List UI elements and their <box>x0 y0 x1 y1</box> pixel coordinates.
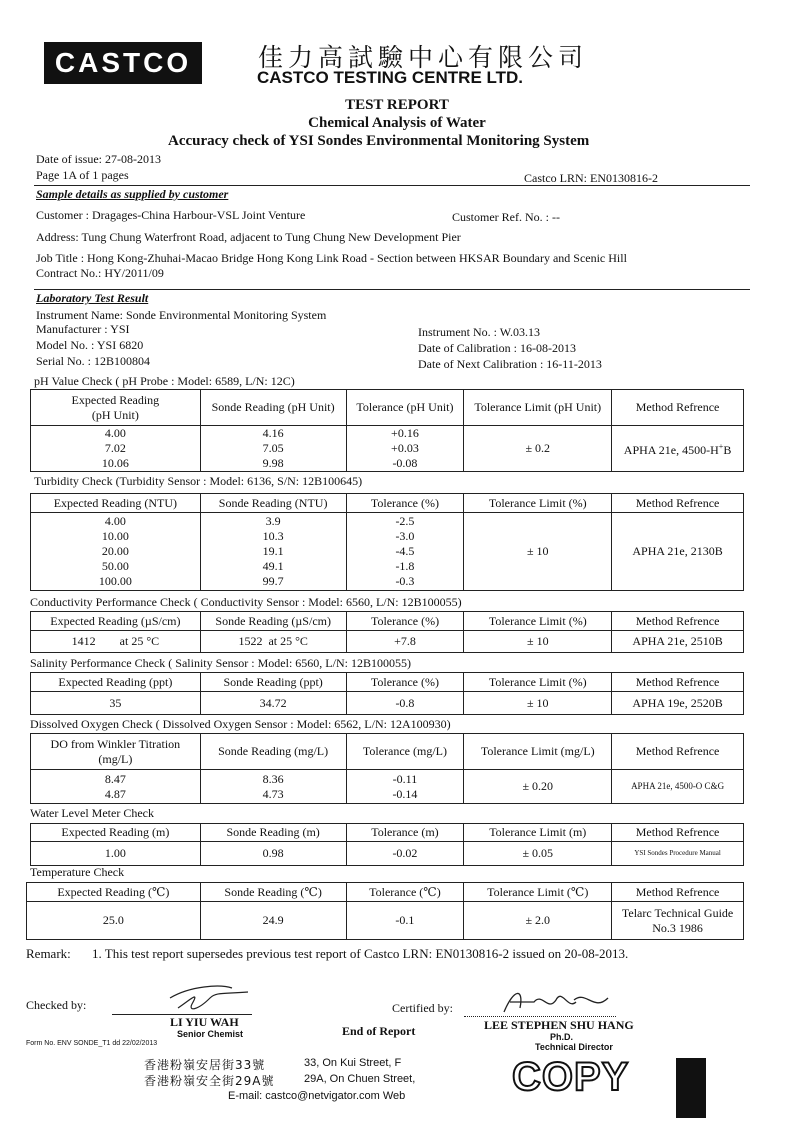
ph-sonde-values: 4.16 7.05 9.98 <box>200 426 346 472</box>
copy-stamp: COPY <box>512 1055 630 1099</box>
report-subtitle: Chemical Analysis of Water <box>308 115 486 131</box>
do-expected-values: 8.47 4.87 <box>31 770 201 804</box>
divider <box>34 289 750 290</box>
address-english-2: 29A, On Chuen Street, <box>304 1073 416 1085</box>
date-of-next-calibration: Date of Next Calibration : 16-11-2013 <box>418 357 602 371</box>
ph-header-sonde: Sonde Reading (pH Unit) <box>200 390 346 426</box>
model-no: Model No. : YSI 6820 <box>36 338 144 352</box>
temperature-tolerance: -0.1 <box>346 902 464 940</box>
water-level-sonde: 0.98 <box>200 842 346 866</box>
instrument-name: Instrument Name: Sonde Environmental Monitoring System <box>36 308 327 322</box>
contract-no: Contract No.: HY/2011/09 <box>36 266 164 280</box>
conductivity-header-expected: Expected Reading (µS/cm) <box>31 612 201 631</box>
water-level-method: YSI Sondes Procedure Manual <box>612 842 744 866</box>
temperature-sonde: 24.9 <box>200 902 346 940</box>
ph-check-caption: pH Value Check ( pH Probe : Model: 6589, L/N: 12C) <box>34 374 295 388</box>
certifier-signature-line <box>464 1016 616 1017</box>
temperature-header-tolerance: Tolerance (℃) <box>346 883 464 902</box>
customer-ref: Customer Ref. No. : -- <box>452 210 560 224</box>
do-header-method: Method Refrence <box>612 734 744 770</box>
ph-expected-values: 4.00 7.02 10.06 <box>31 426 201 472</box>
date-of-calibration: Date of Calibration : 16-08-2013 <box>418 341 576 355</box>
water-level-header-expected: Expected Reading (m) <box>31 824 201 842</box>
salinity-method: APHA 19e, 2520B <box>612 692 744 715</box>
do-check-caption: Dissolved Oxygen Check ( Dissolved Oxygen Sensor : Model: 6562, L/N: 12A100930) <box>30 717 451 731</box>
turbidity-table <box>30 493 744 591</box>
conductivity-tolerance: +7.8 <box>346 631 464 653</box>
temperature-header-limit: Tolerance Limit (℃) <box>464 883 612 902</box>
salinity-header-sonde: Sonde Reading (ppt) <box>200 673 346 692</box>
address: Address: Tung Chung Waterfront Road, adjacent to Tung Chung New Development Pier <box>36 230 461 244</box>
water-level-header-tolerance: Tolerance (m) <box>346 824 464 842</box>
ph-header-limit: Tolerance Limit (pH Unit) <box>464 390 612 426</box>
salinity-tolerance: -0.8 <box>346 692 464 715</box>
ph-table <box>30 389 744 472</box>
remark-text: 1. This test report supersedes previous test report of Castco LRN: EN0130816-2 issued on 20-08-2013. <box>92 946 629 961</box>
turbidity-header-expected: Expected Reading (NTU) <box>31 494 201 513</box>
water-level-tolerance: -0.02 <box>346 842 464 866</box>
temperature-check-caption: Temperature Check <box>30 865 125 879</box>
turbidity-check-caption: Turbidity Check (Turbidity Sensor : Model: 6136, S/N: 12B100645) <box>34 474 363 488</box>
conductivity-header-limit: Tolerance Limit (%) <box>464 612 612 631</box>
conductivity-limit: ± 10 <box>464 631 612 653</box>
temperature-table <box>26 882 744 940</box>
ph-tolerance-values: +0.16 +0.03 -0.08 <box>346 426 464 472</box>
address-chinese-2: 香港粉嶺安全街29A號 <box>144 1074 275 1088</box>
divider <box>34 185 750 186</box>
turbidity-header-sonde: Sonde Reading (NTU) <box>200 494 346 513</box>
company-name-chinese: 佳力高試驗中心有限公司 <box>258 43 589 72</box>
do-limit: ± 0.20 <box>464 770 612 804</box>
salinity-sonde: 34.72 <box>200 692 346 715</box>
end-of-report: End of Report <box>342 1024 416 1038</box>
conductivity-header-tolerance: Tolerance (%) <box>346 612 464 631</box>
job-title: Job Title : Hong Kong-Zhuhai-Macao Bridge Hong Kong Link Road - Section between HKSAR Boundary and Scenic Hill <box>36 251 627 265</box>
do-method: APHA 21e, 4500-O C&G <box>612 770 744 804</box>
certifier-title: Technical Director <box>535 1042 613 1052</box>
do-header-limit: Tolerance Limit (mg/L) <box>464 734 612 770</box>
salinity-header-expected: Expected Reading (ppt) <box>31 673 201 692</box>
page-edge-mark <box>676 1058 706 1118</box>
water-level-table <box>30 823 744 866</box>
ph-header-expected: Expected Reading (pH Unit) <box>31 390 201 426</box>
turbidity-header-method: Method Refrence <box>612 494 744 513</box>
water-level-check-caption: Water Level Meter Check <box>30 806 154 820</box>
salinity-limit: ± 10 <box>464 692 612 715</box>
date-of-issue: Date of issue: 27-08-2013 <box>36 152 161 166</box>
report-title: TEST REPORT <box>345 97 449 113</box>
salinity-table <box>30 672 744 715</box>
form-number: Form No. ENV SONDE_T1 dd 22/02/2013 <box>26 1040 158 1047</box>
certifier-name: LEE STEPHEN SHU HANG <box>484 1018 634 1032</box>
instrument-no: Instrument No. : W.03.13 <box>418 325 540 339</box>
temperature-header-method: Method Refrence <box>612 883 744 902</box>
ph-header-tolerance: Tolerance (pH Unit) <box>346 390 464 426</box>
checked-by-label: Checked by: <box>26 998 87 1012</box>
water-level-header-method: Method Refrence <box>612 824 744 842</box>
turbidity-expected-values: 4.00 10.00 20.00 50.00 100.00 <box>31 513 201 591</box>
salinity-check-caption: Salinity Performance Check ( Salinity Sensor : Model: 6560, L/N: 12B100055) <box>30 656 411 670</box>
conductivity-method: APHA 21e, 2510B <box>612 631 744 653</box>
turbidity-sonde-values: 3.9 10.3 19.1 49.1 99.7 <box>200 513 346 591</box>
do-header-expected: DO from Winkler Titration (mg/L) <box>31 734 201 770</box>
salinity-header-method: Method Refrence <box>612 673 744 692</box>
water-level-limit: ± 0.05 <box>464 842 612 866</box>
report-subtitle-2: Accuracy check of YSI Sondes Environmental Monitoring System <box>168 133 590 149</box>
salinity-header-tolerance: Tolerance (%) <box>346 673 464 692</box>
certified-by-label: Certified by: <box>392 1001 453 1015</box>
castco-lrn: Castco LRN: EN0130816-2 <box>524 171 658 185</box>
ph-header-method: Method Refrence <box>612 390 744 426</box>
serial-no: Serial No. : 12B100804 <box>36 354 150 368</box>
company-name-english: CASTCO TESTING CENTRE LTD. <box>257 68 524 87</box>
do-sonde-values: 8.36 4.73 <box>200 770 346 804</box>
conductivity-sonde: 1522 at 25 °C <box>200 631 346 653</box>
conductivity-table <box>30 611 744 653</box>
temperature-method: Telarc Technical Guide No.3 1986 <box>612 902 744 940</box>
do-header-tolerance: Tolerance (mg/L) <box>346 734 464 770</box>
company-logo: CASTCO <box>44 42 202 84</box>
address-chinese-1: 香港粉嶺安居街33號 <box>144 1058 266 1072</box>
water-level-header-sonde: Sonde Reading (m) <box>200 824 346 842</box>
ph-limit: ± 0.2 <box>464 426 612 472</box>
salinity-expected: 35 <box>31 692 201 715</box>
temperature-header-expected: Expected Reading (℃) <box>27 883 201 902</box>
turbidity-limit: ± 10 <box>464 513 612 591</box>
do-header-sonde: Sonde Reading (mg/L) <box>200 734 346 770</box>
conductivity-check-caption: Conductivity Performance Check ( Conductivity Sensor : Model: 6560, L/N: 12B100055) <box>30 595 462 609</box>
checker-title: Senior Chemist <box>177 1029 244 1039</box>
page-number: Page 1A of 1 pages <box>36 168 129 182</box>
customer: Customer : Dragages-China Harbour-VSL Joint Venture <box>36 208 306 222</box>
water-level-expected: 1.00 <box>31 842 201 866</box>
conductivity-expected: 1412 at 25 °C <box>31 631 201 653</box>
temperature-header-sonde: Sonde Reading (℃) <box>200 883 346 902</box>
checker-name: LI YIU WAH <box>170 1015 239 1029</box>
address-english-1: 33, On Kui Street, F <box>304 1057 402 1069</box>
sample-details-heading: Sample details as supplied by customer <box>36 187 229 201</box>
certifier-degree: Ph.D. <box>550 1032 574 1042</box>
do-tolerance-values: -0.11 -0.14 <box>346 770 464 804</box>
turbidity-tolerance-values: -2.5 -3.0 -4.5 -1.8 -0.3 <box>346 513 464 591</box>
temperature-limit: ± 2.0 <box>464 902 612 940</box>
turbidity-header-tolerance: Tolerance (%) <box>346 494 464 513</box>
manufacturer: Manufacturer : YSI <box>36 322 130 336</box>
turbidity-method: APHA 21e, 2130B <box>612 513 744 591</box>
do-table <box>30 733 744 804</box>
conductivity-header-sonde: Sonde Reading (µS/cm) <box>200 612 346 631</box>
footer-email: E-mail: castco@netvigator.com Web <box>228 1090 406 1102</box>
salinity-header-limit: Tolerance Limit (%) <box>464 673 612 692</box>
lab-result-heading: Laboratory Test Result <box>36 291 149 305</box>
turbidity-header-limit: Tolerance Limit (%) <box>464 494 612 513</box>
water-level-header-limit: Tolerance Limit (m) <box>464 824 612 842</box>
temperature-expected: 25.0 <box>27 902 201 940</box>
ph-method: APHA 21e, 4500-H+B <box>612 426 744 472</box>
remark-label: Remark: <box>26 946 71 961</box>
conductivity-header-method: Method Refrence <box>612 612 744 631</box>
